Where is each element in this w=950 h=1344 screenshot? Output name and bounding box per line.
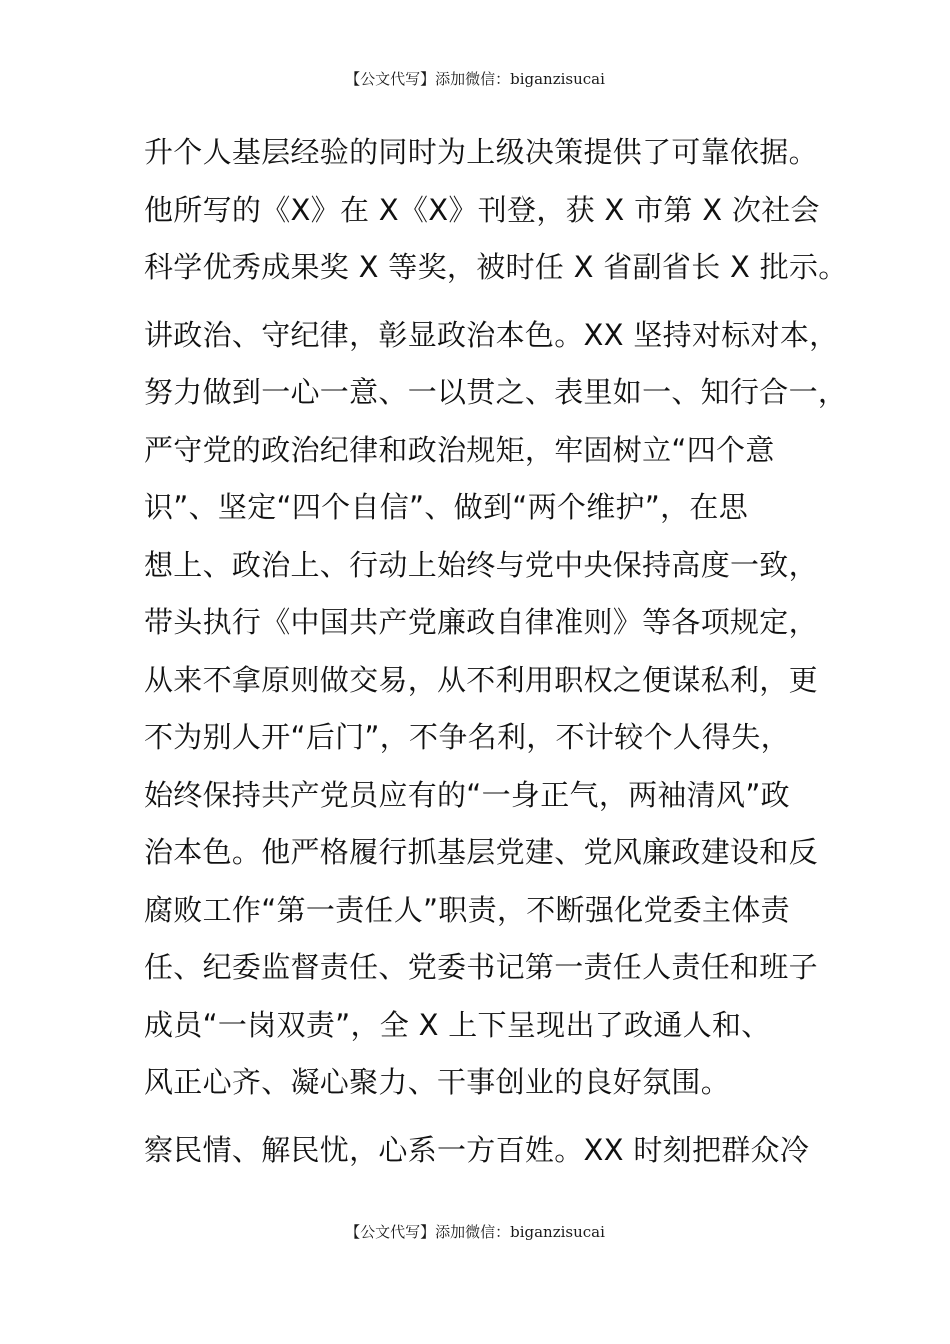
paragraph-3	[144, 1122, 844, 1180]
text-line: 科学优秀成果奖 X 等奖，被时任 X 省副省长 X 批示。	[144, 250, 848, 284]
page-header: 【公文代写】添加微信：biganzisucai	[345, 70, 605, 88]
text-line: 察民情、解民忧，心系一方百姓。XX 时刻把群众冷	[144, 1132, 810, 1167]
page-footer: 【公文代写】添加微信：biganzisucai	[345, 1223, 605, 1241]
text-line: 成员“一岗双责”，全 X 上下呈现出了政通人和、	[144, 1007, 771, 1042]
text-line: 带头执行《中国共产党廉政自律准则》等各项规定，	[144, 605, 818, 639]
text-line: 腐败工作“第一责任人”职责，不断强化党委主体责	[144, 892, 790, 927]
text-line: 任、纪委监督责任、党委书记第一责任人责任和班子	[144, 950, 818, 984]
paragraph-2	[144, 307, 848, 1112]
paragraph-1	[144, 124, 848, 297]
text-line: 识”、坚定“四个自信”、做到“两个维护”，在思	[144, 490, 749, 524]
text-line: 努力做到一心一意、一以贯之、表里如一、知行合一，	[144, 375, 848, 409]
text-line: 从来不拿原则做交易，从不利用职权之便谋私利，更	[144, 662, 818, 697]
text-line: 严守党的政治纪律和政治规矩，牢固树立“四个意	[144, 432, 775, 467]
text-line: 治本色。他严格履行抓基层党建、党风廉政建设和反	[144, 835, 818, 869]
text-line: 始终保持共产党员应有的“一身正气，两袖清风”政	[144, 777, 790, 812]
text-line: 风正心齐、凝心聚力、干事创业的良好氛围。	[144, 1065, 731, 1099]
text-line: 想上、政治上、行动上始终与党中央保持高度一致，	[144, 547, 818, 582]
text-line: 不为别人开“后门”，不争名利，不计较个人得失，	[144, 720, 790, 754]
text-line: 讲政治、守纪律，彰显政治本色。XX 坚持对标对本，	[144, 317, 839, 352]
document-body	[144, 124, 848, 1179]
text-line: 他所写的《X》在 X《X》刊登，获 X 市第 X 次社会	[144, 192, 820, 227]
text-line: 升个人基层经验的同时为上级决策提供了可靠依据。	[144, 135, 818, 169]
